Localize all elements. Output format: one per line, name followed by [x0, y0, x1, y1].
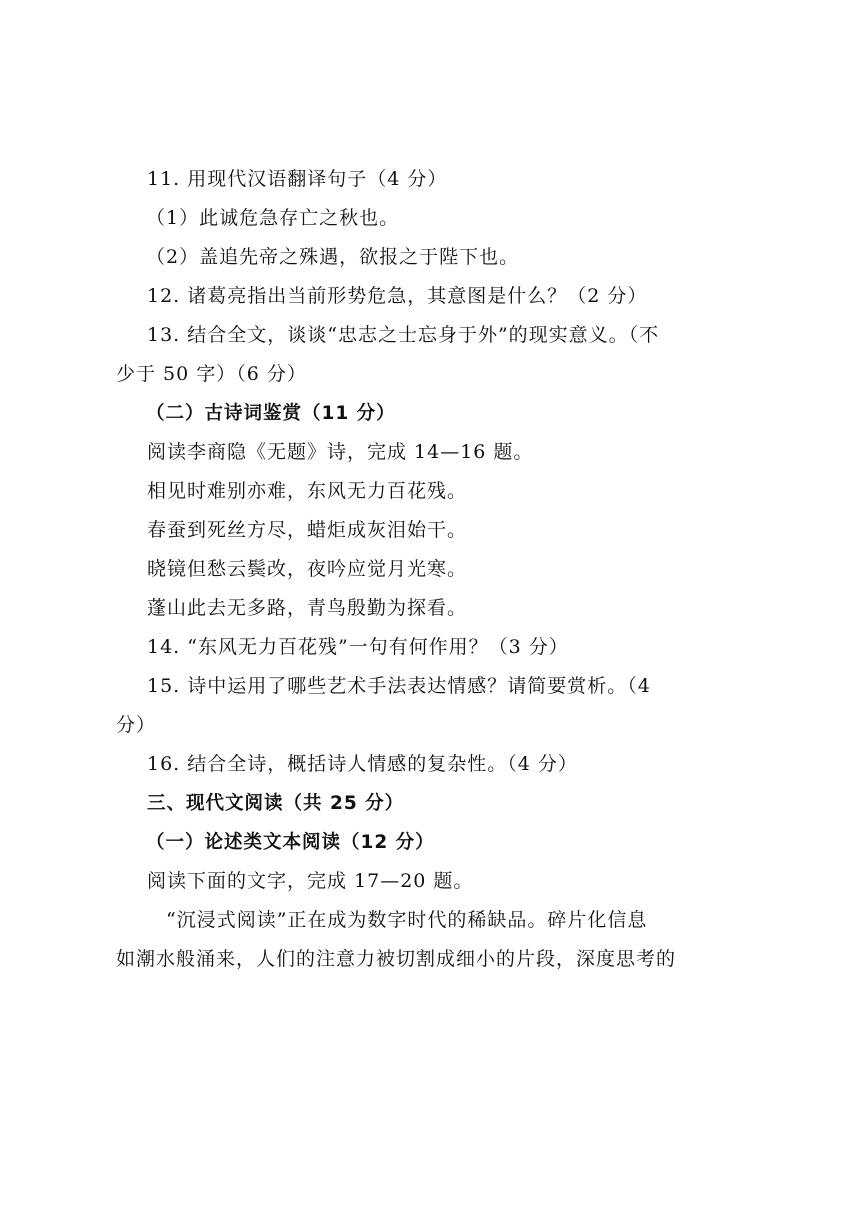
question-11-item-1: （1）此诚危急存亡之秋也。	[146, 207, 400, 229]
question-14: 14. “东风无力百花残”一句有何作用？（3 分）	[147, 636, 569, 658]
question-12: 12. 诸葛亮指出当前形势危急，其意图是什么？（2 分）	[147, 285, 648, 307]
section-heading-modern-reading: 三、现代文阅读（共 25 分）	[147, 793, 405, 814]
question-16: 16. 结合全诗，概括诗人情感的复杂性。（4 分）	[147, 753, 578, 775]
section-heading-poetry: （二）古诗词鉴赏（11 分）	[146, 403, 396, 424]
question-15-continued: 分）	[116, 714, 157, 736]
poem-line-1: 相见时难别亦难，东风无力百花残。	[147, 480, 468, 502]
question-11: 11. 用现代汉语翻译句子（4 分）	[147, 168, 448, 190]
poem-line-4: 蓬山此去无多路，青鸟殷勤为探看。	[147, 597, 468, 619]
document-page	[116, 160, 756, 979]
subsection-heading-argumentative: （一）论述类文本阅读（12 分）	[146, 832, 435, 853]
question-13-continued: 少于 50 字）（6 分）	[116, 363, 307, 385]
reading-instruction: 阅读下面的文字，完成 17—20 题。	[147, 870, 474, 892]
question-15: 15. 诗中运用了哪些艺术手法表达情感？请简要赏析。（4	[147, 675, 651, 697]
poem-instruction: 阅读李商隐《无题》诗，完成 14—16 题。	[147, 441, 534, 463]
question-13: 13. 结合全文，谈谈“忠志之士忘身于外”的现实意义。（不	[147, 324, 660, 346]
poem-line-3: 晓镜但愁云鬓改，夜吟应觉月光寒。	[147, 558, 468, 580]
passage-line-2: 如潮水般涌来，人们的注意力被切割成细小的片段，深度思考的	[116, 948, 677, 970]
passage-line-1: “沉浸式阅读”正在成为数字时代的稀缺品。碎片化信息	[166, 909, 648, 931]
poem-line-2: 春蚕到死丝方尽，蜡炬成灰泪始干。	[147, 519, 468, 541]
question-11-item-2: （2）盖追先帝之殊遇，欲报之于陛下也。	[146, 246, 520, 268]
